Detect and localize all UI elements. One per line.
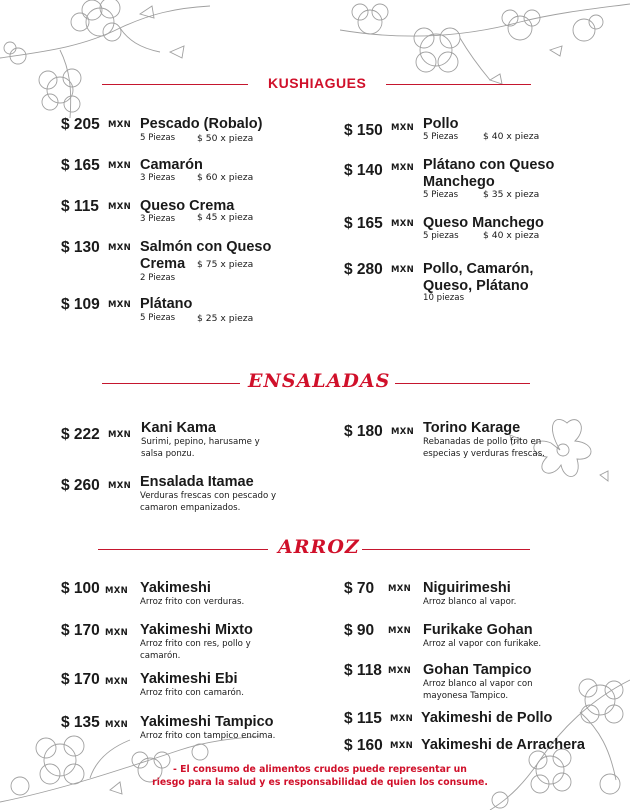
- item-name: Yakimeshi Mixto: [140, 622, 253, 638]
- item-pieces: 5 Piezas: [423, 190, 459, 200]
- currency-label: MXN: [108, 161, 132, 171]
- item-price-per-piece: $ 35 x pieza: [483, 189, 540, 200]
- menu-item: [61, 296, 321, 328]
- menu-item: [344, 662, 614, 702]
- ensaladas-rule-left: [102, 383, 240, 384]
- item-price: $ 100: [61, 580, 100, 597]
- menu-item: [344, 737, 614, 757]
- cherry-blossom-top-left-illustration: [0, 0, 220, 125]
- item-pieces: 2 Piezas: [140, 273, 176, 283]
- item-name: Yakimeshi de Pollo: [421, 710, 553, 726]
- section-title-arroz: ARROZ: [278, 536, 360, 558]
- kushiagues-rule-left: [102, 84, 248, 85]
- currency-label: MXN: [391, 123, 415, 133]
- item-price-per-piece: $ 45 x pieza: [197, 212, 254, 223]
- item-price: $ 70: [344, 580, 375, 597]
- item-price: $ 260: [61, 477, 100, 494]
- item-description: Arroz frito con res, pollo y camarón.: [140, 639, 251, 661]
- menu-item: [61, 198, 321, 230]
- item-name: Yakimeshi de Arrachera: [421, 737, 585, 753]
- item-price-per-piece: $ 40 x pieza: [483, 131, 540, 142]
- item-price: $ 165: [344, 215, 383, 232]
- item-name: Niguirimeshi: [423, 580, 511, 596]
- cherry-blossom-top-right-illustration: [340, 0, 630, 90]
- item-name: Yakimeshi: [140, 580, 211, 596]
- currency-label: MXN: [388, 626, 412, 636]
- menu-item: [344, 580, 614, 610]
- currency-label: MXN: [108, 243, 132, 253]
- item-name: Plátano: [140, 296, 193, 312]
- item-price: $ 115: [344, 710, 382, 727]
- currency-label: MXN: [390, 714, 414, 724]
- currency-label: MXN: [105, 586, 129, 596]
- item-price: $ 160: [344, 737, 383, 754]
- item-pieces: 10 piezas: [423, 293, 465, 303]
- item-pieces: 5 Piezas: [140, 133, 176, 143]
- currency-label: MXN: [108, 120, 132, 130]
- currency-label: MXN: [391, 265, 415, 275]
- menu-item: [344, 710, 614, 730]
- item-price-per-piece: $ 50 x pieza: [197, 133, 254, 144]
- menu-item: [344, 622, 614, 652]
- menu-item: [344, 116, 614, 148]
- menu-item: [61, 671, 331, 701]
- item-name: Queso Manchego: [423, 215, 544, 231]
- currency-label: MXN: [391, 427, 415, 437]
- item-pieces: 3 Piezas: [140, 173, 176, 183]
- section-title-kushiagues: KUSHIAGUES: [268, 75, 367, 91]
- item-name: Yakimeshi Tampico: [140, 714, 274, 730]
- menu-item: [344, 157, 614, 203]
- currency-label: MXN: [105, 677, 129, 687]
- menu-item: [344, 261, 614, 307]
- item-description: Rebanadas de pollo frito en especias y verduras frescas.: [423, 437, 545, 459]
- item-name: Pescado (Robalo): [140, 116, 263, 132]
- item-name: Torino Karage: [423, 420, 521, 436]
- item-pieces: 3 Piezas: [140, 214, 176, 224]
- menu-item: [344, 215, 614, 247]
- menu-item: [61, 580, 331, 610]
- item-description: Verduras frescas con pescado y camaron empanizados.: [140, 491, 277, 513]
- item-price: $ 135: [61, 714, 100, 731]
- item-price: $ 109: [61, 296, 100, 313]
- currency-label: MXN: [108, 202, 132, 212]
- section-title-ensaladas: ENSALADAS: [248, 370, 391, 392]
- currency-label: MXN: [388, 666, 412, 676]
- arroz-rule-left: [98, 549, 268, 550]
- ensaladas-rule-right: [395, 383, 530, 384]
- menu-item: [61, 157, 321, 189]
- currency-label: MXN: [105, 628, 129, 638]
- item-price-per-piece: $ 40 x pieza: [483, 230, 540, 241]
- currency-label: MXN: [388, 584, 412, 594]
- item-name: Queso Crema: [140, 198, 235, 214]
- kushiagues-rule-right: [386, 84, 531, 85]
- item-description: Arroz frito con verduras.: [140, 597, 245, 607]
- currency-label: MXN: [391, 219, 415, 229]
- item-name: Pollo, Camarón, Queso, Plátano: [423, 261, 534, 294]
- cherry-blossom-bottom-left-illustration: [0, 690, 260, 810]
- item-price: $ 280: [344, 261, 383, 278]
- item-price-per-piece: $ 75 x pieza: [197, 259, 254, 270]
- item-description: Arroz al vapor con furikake.: [423, 639, 542, 649]
- currency-label: MXN: [105, 720, 129, 730]
- item-name: Gohan Tampico: [423, 662, 532, 678]
- item-price-per-piece: $ 60 x pieza: [197, 172, 254, 183]
- item-pieces: 5 piezas: [423, 231, 459, 241]
- item-pieces: 5 Piezas: [423, 132, 459, 142]
- item-description: Arroz blanco al vapor.: [423, 597, 517, 607]
- item-pieces: 5 Piezas: [140, 313, 176, 323]
- arroz-rule-right: [362, 549, 530, 550]
- raw-food-disclaimer: [120, 764, 520, 789]
- menu-item: [344, 420, 614, 464]
- item-description: Arroz frito con tampico encima.: [140, 731, 276, 741]
- item-name: Plátano con Queso Manchego: [423, 157, 555, 190]
- item-name: Salmón con Queso Crema: [140, 239, 272, 272]
- item-price-per-piece: $ 25 x pieza: [197, 313, 254, 324]
- currency-label: MXN: [108, 300, 132, 310]
- item-price: $ 205: [61, 116, 100, 133]
- item-name: Camarón: [140, 157, 203, 173]
- menu-item: [61, 116, 321, 148]
- item-price: $ 222: [61, 426, 100, 443]
- item-price: $ 118: [344, 662, 382, 679]
- menu-item: [61, 420, 331, 464]
- currency-label: MXN: [391, 163, 415, 173]
- item-description: Arroz blanco al vapor con mayonesa Tampico.: [423, 679, 533, 701]
- menu-item: [61, 622, 331, 662]
- menu-item: [61, 474, 331, 518]
- item-name: Kani Kama: [141, 420, 216, 436]
- item-price: $ 130: [61, 239, 100, 256]
- item-price: $ 165: [61, 157, 100, 174]
- disclaimer-line-2: riesgo para la salud y es responsabilidad de quien los consume.: [152, 776, 488, 788]
- disclaimer-line-1: - El consumo de alimentos crudos puede representar un: [173, 764, 467, 775]
- item-price: $ 170: [61, 671, 100, 688]
- item-price: $ 140: [344, 162, 383, 179]
- item-price: $ 180: [344, 423, 383, 440]
- item-description: Arroz frito con camarón.: [140, 688, 244, 698]
- item-name: Yakimeshi Ebi: [140, 671, 238, 687]
- item-price: $ 90: [344, 622, 375, 639]
- item-price: $ 170: [61, 622, 100, 639]
- currency-label: MXN: [390, 741, 414, 751]
- item-name: Ensalada Itamae: [140, 474, 254, 490]
- menu-item: [61, 239, 321, 285]
- item-name: Pollo: [423, 116, 459, 132]
- item-description: Surimi, pepino, harusame y salsa ponzu.: [141, 437, 260, 459]
- menu-item: [61, 714, 331, 744]
- currency-label: MXN: [108, 481, 132, 491]
- currency-label: MXN: [108, 430, 132, 440]
- item-price: $ 150: [344, 122, 383, 139]
- item-name: Furikake Gohan: [423, 622, 533, 638]
- item-price: $ 115: [61, 198, 99, 215]
